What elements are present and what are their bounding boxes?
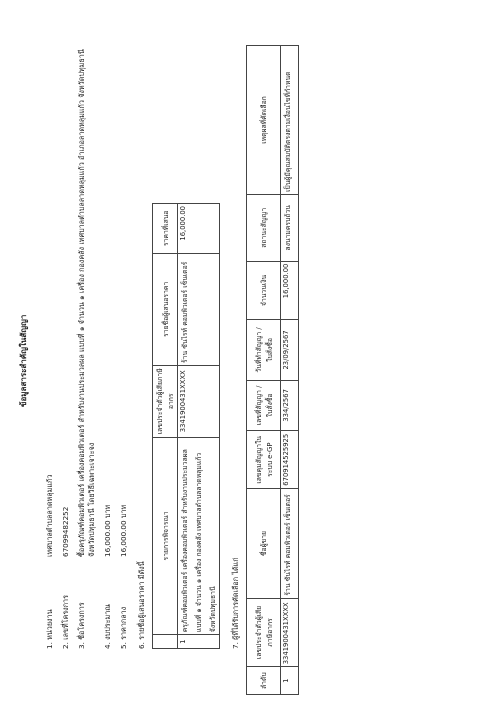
row-item [178,437,220,635]
section-winners-heading: 7. ผู้ที่ได้รับการคัดเลือก ได้แก่ [231,557,240,649]
field-label-project-no: 2. เลขที่โครงการ [61,595,70,649]
row-vendor: ร้าน ซันไรท์ คอมพิวเตอร์ เซ็นเตอร์ [281,489,299,598]
row-item-line: แบบที่ ๑ จำนวน ๑ เครื่อง กองคลัง เทศบาลตำบลลาดหลุมแก้ว [195,452,203,633]
winners-table [246,45,299,695]
col-header-amount: จำนวนเงิน [247,261,281,320]
row-item-line: ครุภัณฑ์คอมพิวเตอร์ เครื่องคอมพิวเตอร์ สำหรับงานประมวลผล [181,449,189,633]
field-label-agency: 1. หน่วยงาน [45,609,54,649]
col-header-date: วันที่ทำสัญญา / ใบสั่งซื้อ [247,320,281,381]
row-no: 1 [178,635,220,649]
field-value-agency: เทศบาลตำบลลาดหลุมแก้ว [45,474,54,557]
row-contract-no: 334/2567 [281,380,299,430]
col-header-tax-id: เลขประจำตัวผู้เสียภาษีอากร [247,598,281,667]
col-header-vendor: ชื่อผู้ขาย [247,489,281,598]
col-header-no: ลำดับ [247,667,281,695]
row-tax-id: 3341900431XXXX [178,366,220,438]
row-no: 1 [281,667,299,695]
field-value-project-name-cont: จังหวัดปทุมธานี โดยวิธีเฉพาะเจาะจง [87,442,96,557]
field-label-budget: 4. งบประมาณ [103,604,112,649]
bidders-table [152,203,220,649]
col-header-reason: เหตุผลที่คัดเลือก [247,46,281,195]
field-label-median-price: 5. ราคากลาง [119,606,128,649]
row-date: 23/09/2567 [281,320,299,381]
row-amount: 16,000.00 [281,261,299,320]
row-tax-id: 3341900431XXXX [281,598,299,667]
field-value-project-no: 67099482252 [61,506,70,557]
row-item-line: จังหวัดปทุมธานี [209,586,217,633]
section-bidders-heading: 6. รายชื่อผู้เสนอราคา มีดังนี้ [137,561,146,649]
col-header-egp-no: เลขคุมสัญญาในระบบ e-GP [247,431,281,489]
row-bidder: ร้าน ซันไรท์ คอมพิวเตอร์ เซ็นเตอร์ [178,253,220,365]
field-value-project-name: ซื้อครุภัณฑ์คอมพิวเตอร์ เครื่องคอมพิวเตอร์ สำหรับงานประมวลผล แบบที่ ๑ จำนวน ๑ เครื่อง กองคลัง เทศบาลตำบลลาดหลุมแก้ว อำเภอลาดหลุมแก้ว จังหวัดปทุมธานี [77,49,86,557]
winners-table-header [247,46,281,695]
row-reason: เป็นผู้มีคุณสมบัติตรงตามเงื่อนไขที่กำหนด [281,46,299,195]
col-header-bidder: รายชื่อผู้เสนอราคา [153,253,178,365]
col-header-price: ราคาที่เสนอ [153,204,178,254]
col-header-item: รายการพิจารณา [153,437,178,635]
table-row [281,46,299,695]
col-header-contract-no: เลขที่สัญญา / ใบสั่งซื้อ [247,380,281,430]
field-value-median-price: 16,000.00 บาท [119,504,128,557]
field-label-project-name: 3. ชื่อโครงการ [77,602,86,649]
table-row [178,204,220,649]
row-status: ลงนามครบถ้วน [281,194,299,261]
row-egp-no: 670914525925 [281,431,299,489]
col-header-tax-id: เลขประจำตัวผู้เสียภาษีอากร [153,366,178,438]
field-value-budget: 16,000.00 บาท [103,504,112,557]
doc-title: ข้อมูลสาระสำคัญในสัญญา [19,314,28,407]
bidders-table-header [153,204,178,649]
row-price: 16,000.00 [178,204,220,254]
col-header-status: สถานะสัญญา [247,194,281,261]
